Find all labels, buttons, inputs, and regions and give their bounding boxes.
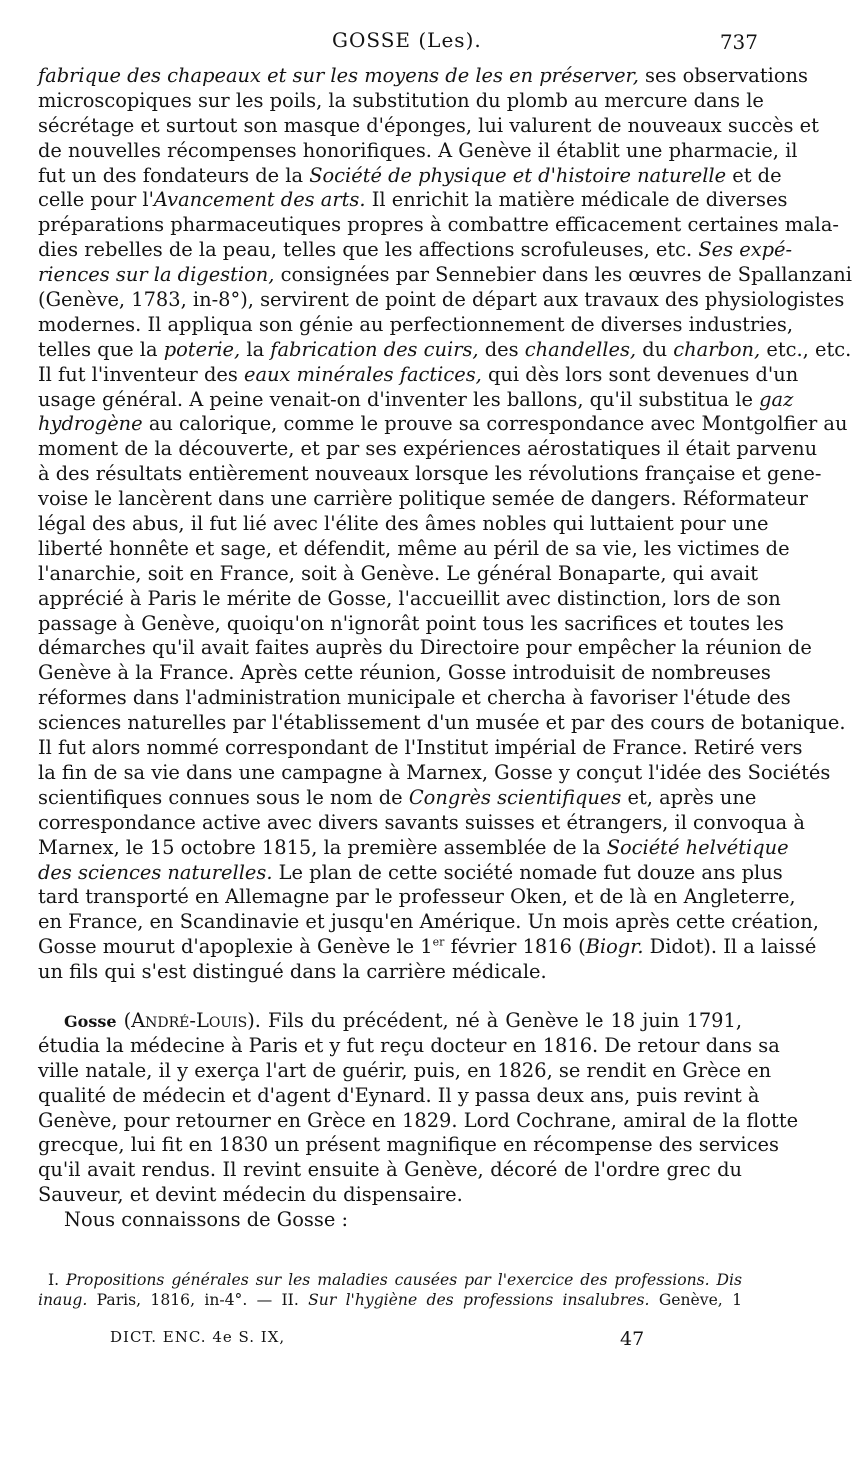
text-line: liberté honnête et sage, et défendit, même au péril de sa vie, les victimes de	[38, 536, 790, 560]
text-line: celle pour l'Avancement des arts. Il enrichit la matière médicale de diverses	[38, 188, 788, 212]
paragraph-gosse-senior	[38, 64, 852, 985]
signature-mark: DICT. ENC. 4e S. IX,	[110, 1328, 286, 1346]
text-line: Il fut l'inventeur des eaux minérales factices, qui dès lors sont devenues d'un	[38, 362, 799, 386]
text-line: étudia la médecine à Paris et y fut reçu docteur en 1816. De retour dans sa	[38, 1033, 780, 1057]
text-line: fut un des fondateurs de la Société de physique et d'histoire naturelle et de	[38, 163, 782, 187]
sheet-signature	[110, 1324, 670, 1352]
text-line: grecque, lui fit en 1830 un présent magnifique en récompense des services	[38, 1133, 779, 1157]
text-line: réformes dans l'administration municipale et chercha à favoriser l'étude des	[38, 686, 791, 710]
text-line: (Genève, 1783, in-8°), servirent de point de départ aux travaux des physiologistes	[38, 288, 845, 312]
entry-name: Gosse	[64, 1011, 117, 1031]
page-number: 737	[719, 30, 758, 54]
text-line: Genève, pour retourner en Grèce en 1829. Lord Cochrane, amiral de la flotte	[38, 1108, 799, 1132]
text-line: modernes. Il appliqua son génie au perfectionnement de diverses industries,	[38, 312, 794, 336]
text-line: l'anarchie, soit en France, soit à Genève. Le général Bonaparte, qui avait	[38, 561, 759, 585]
text-line: scientifiques connues sous le nom de Congrès scientifiques et, après une	[38, 785, 757, 809]
text-line: microscopiques sur les poils, la substitution du plomb au mercure dans le	[38, 88, 764, 112]
text-line: des sciences naturelles. Le plan de cette société nomade fut douze ans plus	[38, 860, 783, 884]
text-line: correspondance active avec divers savants suisses et étrangers, il convoqua à	[38, 810, 805, 834]
running-title: GOSSE (Les).	[332, 28, 482, 52]
text-line: en France, en Scandinavie et jusqu'en Amérique. Un mois après cette création,	[38, 910, 819, 934]
entry-heading-line: Gosse (André-Louis). Fils du précédent, né à Genève le 18 juin 1791,	[64, 1008, 742, 1032]
text-line: dies rebelles de la peau, telles que les affections scrofuleuses, etc. Ses expé-	[38, 238, 793, 262]
note-line: inaug. Paris, 1816, in-4°. — II. Sur l'hygiène des professions insalubres. Genève, 1	[38, 1291, 742, 1309]
text-line: qualité de médecin et d'agent d'Eynard. Il y passa deux ans, puis revint à	[38, 1083, 760, 1107]
text-line: Genève à la France. Après cette réunion, Gosse introduisit de nombreuses	[38, 661, 771, 685]
text-line: voise le lancèrent dans une carrière politique semée de dangers. Réformateur	[38, 487, 808, 511]
text-line: fabrique des chapeaux et sur les moyens de les en préserver, ses observations	[38, 64, 808, 87]
text-line: Sauveur, et devint médecin du dispensaire.	[38, 1183, 463, 1207]
text-line: de nouvelles récompenses honorifiques. A Genève il établit une pharmacie, il	[38, 138, 798, 162]
text-line: apprécié à Paris le mérite de Gosse, l'accueillit avec distinction, lors de son	[38, 586, 781, 610]
text-line: passage à Genève, quoiqu'on n'ignorât point tous les sacrifices et toutes les	[38, 611, 784, 635]
text-line: à des résultats entièrement nouveaux lorsque les révolutions française et gene-	[38, 462, 822, 486]
text-line: riences sur la digestion, consignées par Sennebier dans les œuvres de Spallanzani	[38, 263, 852, 287]
text-line: telles que la poterie, la fabrication des cuirs, des chandelles, du charbon, etc., etc.	[38, 337, 852, 361]
text-line: démarches qu'il avait faites auprès du Directoire pour empêcher la réunion de	[38, 636, 812, 660]
paragraph-gosse-andre-louis	[38, 1008, 799, 1208]
bibliography-intro: Nous connaissons de Gosse :	[64, 1208, 348, 1232]
note-line: I. Propositions générales sur les maladies causées par l'exercice des professions. Dis	[48, 1271, 743, 1289]
text-line: sciences naturelles par l'établissement d'un musée et par des cours de botanique.	[38, 711, 846, 735]
text-line: sécrétage et surtout son masque d'éponges, lui valurent de nouveaux succès et	[38, 113, 819, 137]
text-line: légal des abus, il fut lié avec l'élite des âmes nobles qui luttaient pour une	[38, 512, 769, 536]
body-text	[38, 64, 852, 1233]
running-head	[0, 28, 800, 58]
bibliography-note	[38, 1270, 742, 1310]
text-line: ville natale, il y exerça l'art de guérir, puis, en 1826, se rendit en Grèce en	[38, 1058, 772, 1082]
text-line: qu'il avait rendus. Il revint ensuite à Genève, décoré de l'ordre grec du	[38, 1158, 742, 1182]
text-line: la fin de sa vie dans une campagne à Marnex, Gosse y conçut l'idée des Sociétés	[38, 760, 831, 784]
text-line: tard transporté en Allemagne par le professeur Oken, et de là en Angleterre,	[38, 885, 796, 909]
text-line: moment de la découverte, et par ses expériences aérostatiques il était parvenu	[38, 437, 818, 461]
text-line: préparations pharmaceutiques propres à combattre efficacement certaines mala-	[38, 213, 839, 237]
text-line: un fils qui s'est distingué dans la carrière médicale.	[38, 960, 547, 984]
text-line: Il fut alors nommé correspondant de l'Institut impérial de France. Retiré vers	[38, 736, 803, 760]
sheet-number: 47	[620, 1328, 645, 1350]
text-line: hydrogène au calorique, comme le prouve sa correspondance avec Montgolfier au	[38, 412, 848, 436]
text-line: Gosse mourut d'apoplexie à Genève le 1er février 1816 (Biogr. Didot). Il a laissé	[38, 935, 817, 959]
text-line: Marnex, le 15 octobre 1815, la première assemblée de la Société helvétique	[38, 835, 789, 859]
text-line: usage général. A peine venait-on d'inventer les ballons, qu'il substitua le gaz	[38, 387, 794, 411]
